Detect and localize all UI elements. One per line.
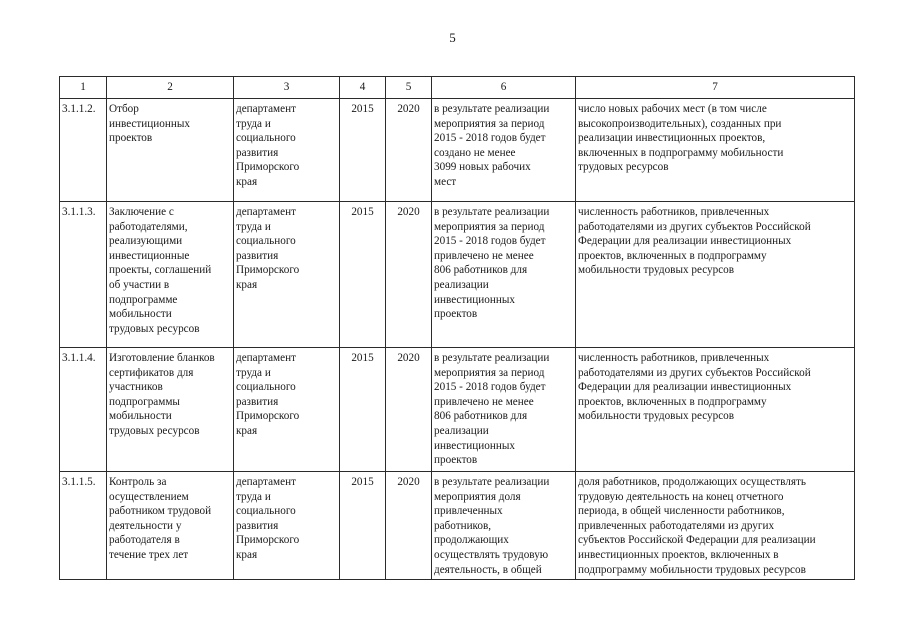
item-number: 3.1.1.4. <box>60 348 107 472</box>
end-year-cell: 2020 <box>386 348 432 472</box>
result-cell: в результате реализации мероприятия за период 2015 - 2018 годов будет создано не менее 3099 новых рабочих мест <box>432 99 576 202</box>
column-header: 3 <box>234 77 340 99</box>
start-year-cell: 2015 <box>340 472 386 580</box>
column-header: 2 <box>107 77 234 99</box>
end-year-cell: 2020 <box>386 99 432 202</box>
table-row <box>60 472 855 580</box>
action-cell: Изготовление бланков сертификатов для участников подпрограммы мобильности трудовых ресурсов <box>107 348 234 472</box>
table-row <box>60 99 855 202</box>
column-header: 1 <box>60 77 107 99</box>
column-header: 6 <box>432 77 576 99</box>
start-year-cell: 2015 <box>340 348 386 472</box>
column-header: 7 <box>576 77 855 99</box>
table-row <box>60 202 855 348</box>
page-number: 5 <box>449 30 456 45</box>
indicator-cell: численность работников, привлеченных работодателями из других субъектов Российской Федерации для реализации инвестиционных проектов, включенных в подпрограмму мобильности трудовых ресурсов <box>576 348 855 472</box>
result-cell: в результате реализации мероприятия доля привлеченных работников, продолжающих осуществлять трудовую деятельность, в общей <box>432 472 576 580</box>
end-year-cell: 2020 <box>386 472 432 580</box>
table-row <box>60 348 855 472</box>
indicator-cell: число новых рабочих мест (в том числе высокопроизводительных), созданных при реализации инвестиционных проектов, включенных в подпрограмму мобильности трудовых ресурсов <box>576 99 855 202</box>
indicator-cell: доля работников, продолжающих осуществлять трудовую деятельность на конец отчетного периода, в общей численности работников, привлеченных работодателями из других субъектов Российской Федерации для реализации инвестиционных проектов, включенных в подпрограмму мобильности трудовых ресурсов <box>576 472 855 580</box>
executor-cell: департамент труда и социального развития Приморского края <box>234 99 340 202</box>
action-cell: Заключение с работодателями, реализующими инвестиционные проекты, соглашений об участии в подпрограмме мобильности трудовых ресурсов <box>107 202 234 348</box>
action-cell: Контроль за осуществлением работником трудовой деятельности у работодателя в течение трех лет <box>107 472 234 580</box>
end-year-cell: 2020 <box>386 202 432 348</box>
program-measures-table <box>59 76 855 580</box>
column-header: 5 <box>386 77 432 99</box>
action-cell: Отбор инвестиционных проектов <box>107 99 234 202</box>
executor-cell: департамент труда и социального развития Приморского края <box>234 348 340 472</box>
item-number: 3.1.1.2. <box>60 99 107 202</box>
result-cell: в результате реализации мероприятия за период 2015 - 2018 годов будет привлечено не менее 806 работников для реализации инвестиционных проектов <box>432 202 576 348</box>
column-header: 4 <box>340 77 386 99</box>
result-cell: в результате реализации мероприятия за период 2015 - 2018 годов будет привлечено не менее 806 работников для реализации инвестиционных проектов <box>432 348 576 472</box>
item-number: 3.1.1.3. <box>60 202 107 348</box>
executor-cell: департамент труда и социального развития Приморского края <box>234 202 340 348</box>
executor-cell: департамент труда и социального развития Приморского края <box>234 472 340 580</box>
indicator-cell: численность работников, привлеченных работодателями из других субъектов Российской Федерации для реализации инвестиционных проектов, включенных в подпрограмму мобильности трудовых ресурсов <box>576 202 855 348</box>
table-header-row <box>60 77 855 99</box>
start-year-cell: 2015 <box>340 99 386 202</box>
start-year-cell: 2015 <box>340 202 386 348</box>
item-number: 3.1.1.5. <box>60 472 107 580</box>
